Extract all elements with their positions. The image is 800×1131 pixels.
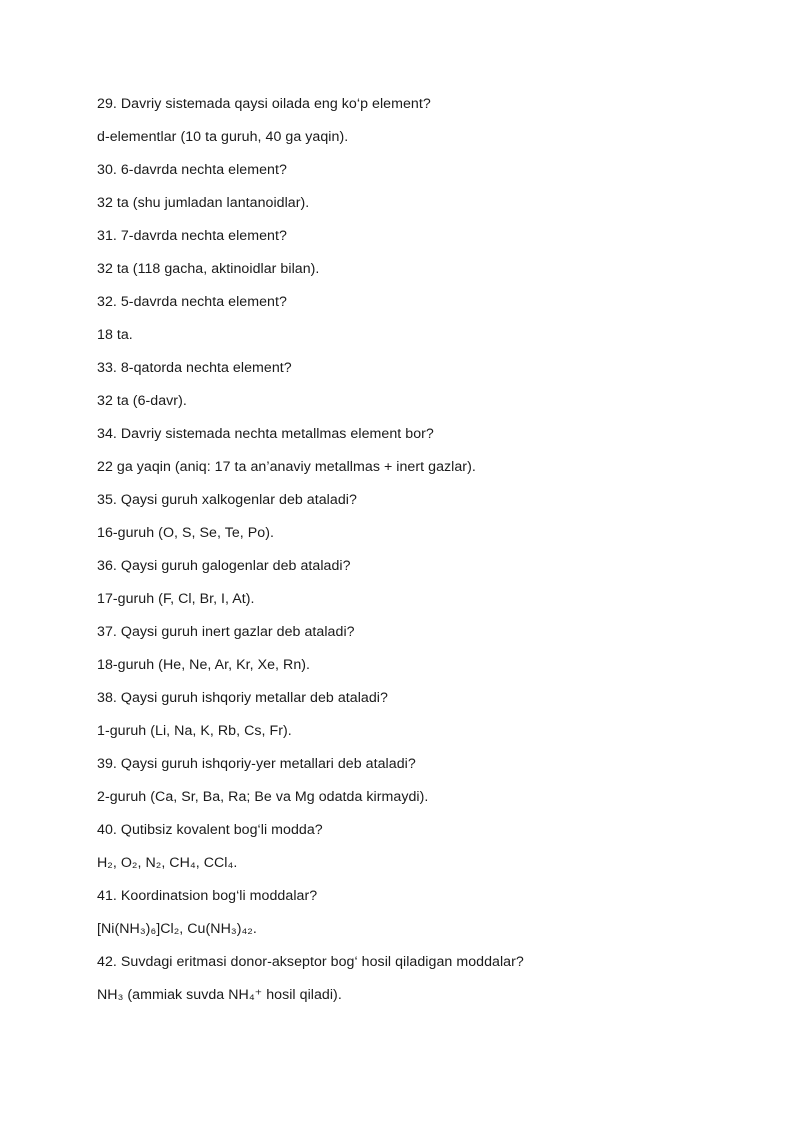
question-42: 42. Suvdagi eritmasi donor-akseptor bog‘ hosil qiladigan moddalar?: [97, 954, 524, 970]
question-33: 33. 8-qatorda nechta element?: [97, 360, 292, 376]
answer-29: d-elementlar (10 ta guruh, 40 ga yaqin).: [97, 129, 349, 145]
answer-37: 18-guruh (He, Ne, Ar, Kr, Xe, Rn).: [97, 657, 311, 673]
answer-32: 18 ta.: [97, 327, 133, 343]
question-40: 40. Qutibsiz kovalent bog‘li modda?: [97, 822, 323, 838]
answer-41: [Ni(NH₃)₆]Cl₂, Cu(NH₃)₄₂.: [97, 921, 257, 937]
answer-35: 16-guruh (O, S, Se, Te, Po).: [97, 525, 274, 541]
question-41: 41. Koordinatsion bog‘li moddalar?: [97, 888, 318, 904]
question-37: 37. Qaysi guruh inert gazlar deb ataladi?: [97, 624, 355, 640]
answer-30: 32 ta (shu jumladan lantanoidlar).: [97, 195, 310, 211]
question-29: 29. Davriy sistemada qaysi oilada eng ko‘p element?: [97, 96, 431, 112]
answer-34: 22 ga yaqin (aniq: 17 ta an’anaviy metallmas + inert gazlar).: [97, 459, 476, 475]
answer-36: 17-guruh (F, Cl, Br, I, At).: [97, 591, 255, 607]
answer-39: 2-guruh (Ca, Sr, Ba, Ra; Be va Mg odatda kirmaydi).: [97, 789, 429, 805]
question-38: 38. Qaysi guruh ishqoriy metallar deb ataladi?: [97, 690, 388, 706]
question-35: 35. Qaysi guruh xalkogenlar deb ataladi?: [97, 492, 357, 508]
question-31: 31. 7-davrda nechta element?: [97, 228, 287, 244]
answer-31: 32 ta (118 gacha, aktinoidlar bilan).: [97, 261, 320, 277]
question-32: 32. 5-davrda nechta element?: [97, 294, 287, 310]
document-body: [97, 92, 737, 1016]
question-34: 34. Davriy sistemada nechta metallmas element bor?: [97, 426, 434, 442]
answer-40: H₂, O₂, N₂, CH₄, CCl₄.: [97, 855, 238, 871]
answer-33: 32 ta (6-davr).: [97, 393, 187, 409]
question-39: 39. Qaysi guruh ishqoriy-yer metallari deb ataladi?: [97, 756, 416, 772]
answer-38: 1-guruh (Li, Na, K, Rb, Cs, Fr).: [97, 723, 292, 739]
answer-42: NH₃ (ammiak suvda NH₄⁺ hosil qiladi).: [97, 987, 342, 1003]
question-30: 30. 6-davrda nechta element?: [97, 162, 287, 178]
question-36: 36. Qaysi guruh galogenlar deb ataladi?: [97, 558, 351, 574]
